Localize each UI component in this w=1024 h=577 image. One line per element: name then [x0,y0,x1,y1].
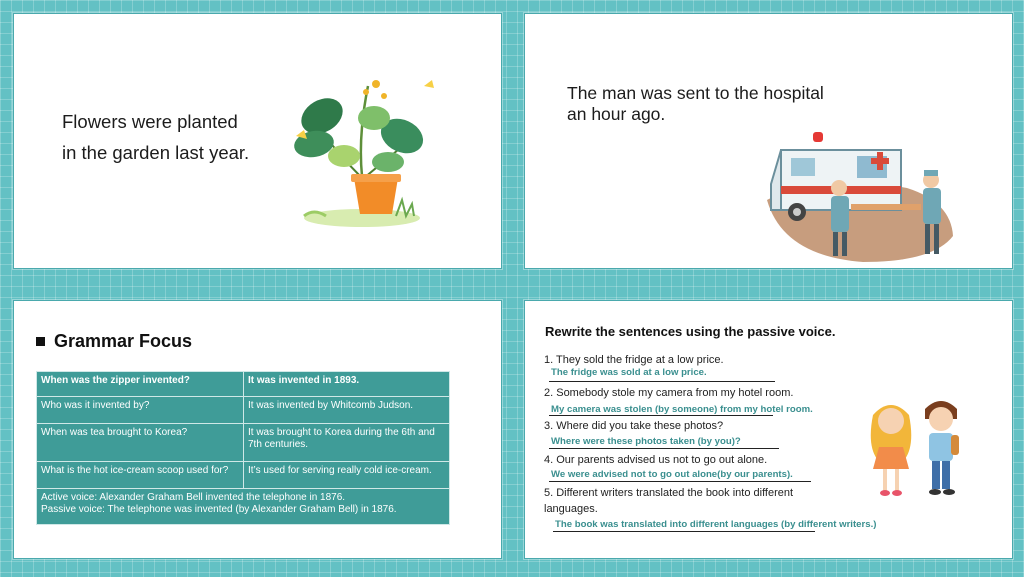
question-text: 4. Our parents advised us not to go out alone. [544,454,768,466]
answer-underline [549,381,775,382]
grammar-table [36,371,450,525]
table-row [37,462,450,489]
slide-grammar-focus [13,300,502,559]
table-cell: It’s used for serving really cold ice-cream. [244,462,450,489]
potted-plant-illustration [284,66,444,236]
table-cell: Who was it invented by? [37,397,244,424]
question-text: 2. Somebody stole my camera from my hotel room. [544,387,794,399]
slide-flowers [13,13,502,269]
passive-voice-text: Passive voice: The telephone was invented (by Alexander Graham Bell) in 1876. [41,504,397,515]
question-text: 3. Where did you take these photos? [544,420,724,432]
question-text: 1. They sold the fridge at a low price. [544,354,724,366]
question-text: 5. Different writers translated the book into different languages. [544,487,794,515]
table-cell: When was tea brought to Korea? [37,424,244,462]
answer-text: Where were these photos taken (by you)? [551,436,741,447]
ambulance-illustration [761,118,961,264]
answer-underline [549,448,779,449]
table-cell: It was invented by Whitcomb Judson. [244,397,450,424]
sentence-line: The man was sent to the hospital [567,83,824,103]
answer-text: We were advised not to go out alone(by our parents). [551,469,793,480]
table-cell: It was invented in 1893. [244,372,450,397]
sentence-line: Flowers were planted [62,111,238,132]
answer-text: The book was translated into different languages (by different writers.) [555,519,877,530]
slide-rewrite [524,300,1013,559]
table-row [37,424,450,462]
bullet-square-icon [36,337,45,346]
slide-hospital [524,13,1013,269]
table-row [37,372,450,397]
grammar-focus-title [36,331,192,352]
answer-underline [553,531,815,532]
title-text: Grammar Focus [54,331,193,351]
answer-text: My camera was stolen (by someone) from my hotel room. [551,404,813,415]
sentence-line: in the garden last year. [62,142,250,163]
table-row [37,489,450,525]
exercise-title: Rewrite the sentences using the passive voice. [545,324,836,339]
table-cell: What is the hot ice-cream scoop used for? [37,462,244,489]
answer-underline [549,481,811,482]
table-cell: When was the zipper invented? [37,372,244,397]
table-cell: It was brought to Korea during the 6th and 7th centuries. [244,424,450,462]
sentence-line: an hour ago. [567,104,666,124]
slide1-sentence [62,106,249,168]
table-row [37,397,450,424]
table-footer-cell [37,489,450,525]
answer-underline [549,415,773,416]
answer-text: The fridge was sold at a low price. [551,367,707,378]
active-voice-text: Active voice: Alexander Graham Bell invented the telephone in 1876. [41,492,346,503]
boy-and-girl-illustration [861,395,971,505]
